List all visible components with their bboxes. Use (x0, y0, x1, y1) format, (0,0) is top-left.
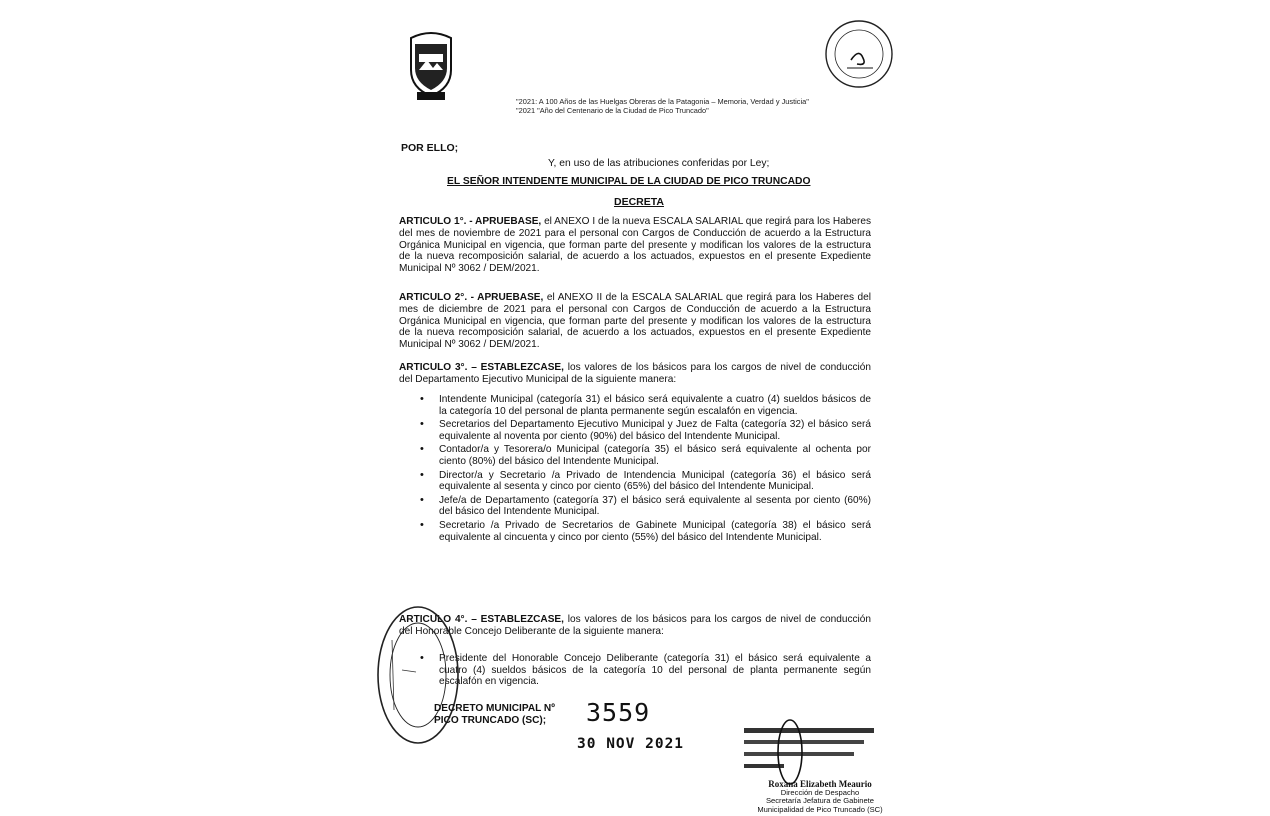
signatory-line-2: Secretaría Jefatura de Gabinete (765, 796, 875, 806)
article-1-text: el ANEXO I de la nueva ESCALA SALARIAL que regirá para los Haberes del mes de noviembre de 2021 para el personal con Cargos de Conducción de acuerdo a la Estructura Orgánica Municipal en vigencia, que forman parte del presente y modifican los valores de la estructura de la nueva recomposición salarial, de acuerdo a los actuados, expuestos en el presente Expediente Municipal Nº 3062 / DEM/2021. (399, 216, 871, 275)
motto-line-2: "2021 "Año del Centenario de la Ciudad de Pico Truncado" (516, 106, 709, 115)
registry-stamp-icon (823, 18, 895, 90)
article-4-list (399, 653, 871, 690)
article-3-text: los valores de los básicos para los cargos de nivel de conducción del Departamento Ejecutivo Municipal de la siguiente manera: (399, 362, 872, 385)
decree-label-line-2: PICO TRUNCADO (SC); (434, 715, 547, 726)
list-item: • Presidente del Honorable Concejo Deliberante (categoría 31) el básico será equivalente a cuatro (4) sueldos básicos de la categoría 10 del personal de planta permanente según escalafón en vigencia. (399, 653, 871, 688)
decree-label (434, 703, 555, 727)
article-2-heading: ARTICULO 2°. - APRUEBASE, (399, 292, 544, 303)
article-4-text: los valores de los básicos para los cargos de nivel de conducción del Honorable Concejo Deliberante de la siguiente manera: (399, 614, 872, 637)
municipal-crest-logo (405, 30, 457, 102)
decree-number: 3559 (586, 698, 651, 727)
motto-line-1: "2021: A 100 Años de las Huelgas Obreras de la Patagonia – Memoria, Verdad y Justicia" (516, 97, 809, 106)
list-item: • Secretario /a Privado de Secretarios de Gabinete Municipal (categoría 38) el básico será equivalente al cincuenta y cinco por ciento (55%) del básico del Intendente Municipal. (399, 520, 871, 543)
signatory-line-3: Municipalidad de Pico Truncado (SC) (757, 804, 883, 814)
decree-date: 30 NOV 2021 (577, 736, 685, 752)
article-4 (399, 614, 871, 638)
document-page (390, 0, 883, 816)
decree-label-line-1: DECRETO MUNICIPAL Nº (434, 703, 555, 714)
signature-icon (740, 718, 880, 788)
article-3-heading: ARTICULO 3°. – ESTABLEZCASE, (399, 362, 564, 373)
list-item: • Intendente Municipal (categoría 31) el básico será equivalente a cuatro (4) sueldos básicos de la categoría 10 del personal de planta permanente según escalafón en vigencia. (399, 394, 871, 417)
attributions-line: Y, en uso de las atribuciones conferidas por Ley; (548, 158, 770, 169)
mayor-heading: EL SEÑOR INTENDENTE MUNICIPAL DE LA CIUDAD DE PICO TRUNCADO (447, 176, 811, 187)
article-2-text: el ANEXO II de la ESCALA SALARIAL que regirá para los Haberes del mes de diciembre de 2021 para el personal con Cargos de Conducción de acuerdo a la Estructura Orgánica Municipal en vigencia, que forman parte del presente y modifican los valores de la estructura de la nueva recomposición salarial, de acuerdo a los actuados, expuestos en el presente Expediente Municipal Nº 3062 / DEM/2021. (399, 292, 871, 351)
article-1 (399, 216, 871, 275)
municipal-seal-stamp-icon (372, 600, 464, 750)
list-item: • Contador/a y Tesorera/o Municipal (categoría 35) el básico será equivalente al ochenta por ciento (80%) del básico del Intendente Municipal. (399, 444, 871, 467)
article-4-heading: ARTICULO 4°. – ESTABLEZCASE, (399, 614, 564, 625)
signatory-name: Roxana Elizabeth Meaurio (768, 779, 872, 789)
list-item: • Jefe/a de Departamento (categoría 37) el básico será equivalente al sesenta por ciento (60%) del básico del Intendente Municipal. (399, 495, 871, 518)
list-item: • Secretarios del Departamento Ejecutivo Municipal y Juez de Falta (categoría 32) el básico será equivalente al noventa por ciento (90%) del básico del Intendente Municipal. (399, 419, 871, 442)
article-3-list (399, 394, 871, 545)
signature-block (755, 780, 885, 814)
signatory-line-1: Dirección de Despacho (780, 787, 860, 797)
por-ello-heading: POR ELLO; (401, 142, 459, 154)
article-3 (399, 362, 871, 386)
list-item: • Director/a y Secretario /a Privado de Intendencia Municipal (categoría 36) el básico será equivalente al sesenta y cinco por ciento (65%) del básico del Intendente Municipal. (399, 470, 871, 493)
year-motto (516, 97, 876, 115)
decreta-heading: DECRETA (614, 196, 664, 208)
article-2 (399, 292, 871, 351)
article-1-heading: ARTICULO 1°. - APRUEBASE, (399, 216, 542, 227)
